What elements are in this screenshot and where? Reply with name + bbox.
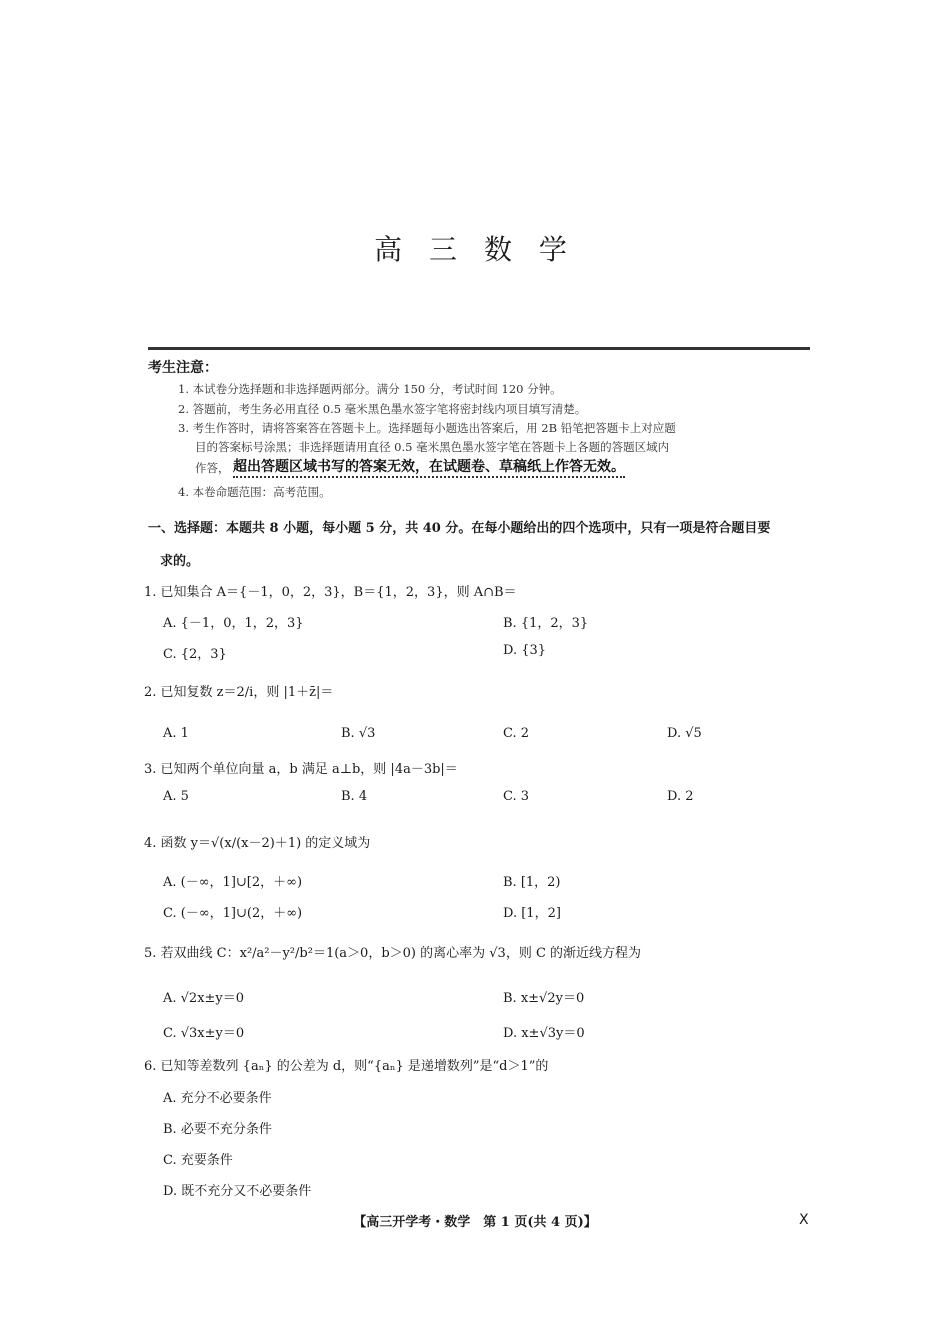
option: A. 1 <box>163 726 189 741</box>
option: A. (－∞，1]∪[2，＋∞) <box>163 875 303 890</box>
option: C. 充要条件 <box>163 1153 233 1168</box>
section-heading-cont: 求的。 <box>160 554 200 569</box>
question-stem: 4. 函数 y＝√(x/(x－2)＋1) 的定义域为 <box>144 836 371 851</box>
option: C. 3 <box>503 789 530 804</box>
divider <box>148 347 810 350</box>
option: A. √2x±y＝0 <box>163 991 245 1006</box>
option: C. {2，3} <box>163 647 227 662</box>
question-stem: 2. 已知复数 z＝2/i，则 |1＋z̄|＝ <box>144 685 334 700</box>
notice-item: 3. 考生作答时，请将答案答在答题卡上。选择题每小题选出答案后，用 2B 铅笔把答题卡上对应题 <box>178 421 676 435</box>
notice-item: 4. 本卷命题范围：高考范围。 <box>178 485 331 499</box>
notice-item: 作答， <box>195 461 230 475</box>
option: D. 2 <box>667 789 694 804</box>
notice-item: 2. 答题前，考生务必用直径 0.5 毫米黑色墨水签字笔将密封线内项目填写清楚。 <box>178 402 587 416</box>
option: D. x±√3y＝0 <box>503 1026 585 1041</box>
page-title: 高 三 数 学 <box>374 233 576 266</box>
notice-heading: 考生注意： <box>148 360 218 376</box>
option: D. [1，2] <box>503 906 561 921</box>
question-stem: 1. 已知集合 A＝{－1，0，2，3}，B＝{1，2，3}，则 A∩B＝ <box>144 585 517 600</box>
option: D. √5 <box>667 726 702 741</box>
option: C. √3x±y＝0 <box>163 1026 245 1041</box>
option: B. [1，2) <box>503 875 561 890</box>
corner-mark: X <box>799 1212 809 1228</box>
question-stem: 6. 已知等差数列 {aₙ} 的公差为 d，则“{aₙ} 是递增数列”是“d＞1”的 <box>144 1059 549 1074</box>
option: D. 既不充分又不必要条件 <box>163 1184 312 1199</box>
section-heading: 一、选择题：本题共 8 小题，每小题 5 分，共 40 分。在每小题给出的四个选项中，只有一项是符合题目要 <box>148 521 771 536</box>
notice-item: 1. 本试卷分选择题和非选择题两部分。满分 150 分，考试时间 120 分钟。 <box>178 382 562 396</box>
question-stem: 3. 已知两个单位向量 a，b 满足 a⊥b，则 |4a－3b|＝ <box>144 762 458 777</box>
option: B. x±√2y＝0 <box>503 991 585 1006</box>
option: A. 充分不必要条件 <box>163 1091 272 1106</box>
option: A. {－1，0，1，2，3} <box>163 616 304 631</box>
notice-emphasis: 超出答题区域书写的答案无效，在试题卷、草稿纸上作答无效。 <box>233 456 625 476</box>
notice-item: 目的答案标号涂黑；非选择题请用直径 0.5 毫米黑色墨水签字笔在答题卡上各题的答题区域内 <box>195 440 670 454</box>
page-footer: 【高三开学考・数学 第 1 页(共 4 页)】 <box>353 1215 597 1230</box>
option: B. 必要不充分条件 <box>163 1122 272 1137</box>
option: C. 2 <box>503 726 530 741</box>
option: D. {3} <box>503 643 547 658</box>
option: B. 4 <box>341 789 368 804</box>
option: C. (－∞，1]∪(2，＋∞) <box>163 906 303 921</box>
option: B. √3 <box>341 726 376 741</box>
option: B. {1，2，3} <box>503 616 589 631</box>
question-stem: 5. 若双曲线 C：x²/a²－y²/b²＝1(a＞0，b＞0) 的离心率为 √3，则 C 的渐近线方程为 <box>144 946 642 961</box>
option: A. 5 <box>163 789 189 804</box>
